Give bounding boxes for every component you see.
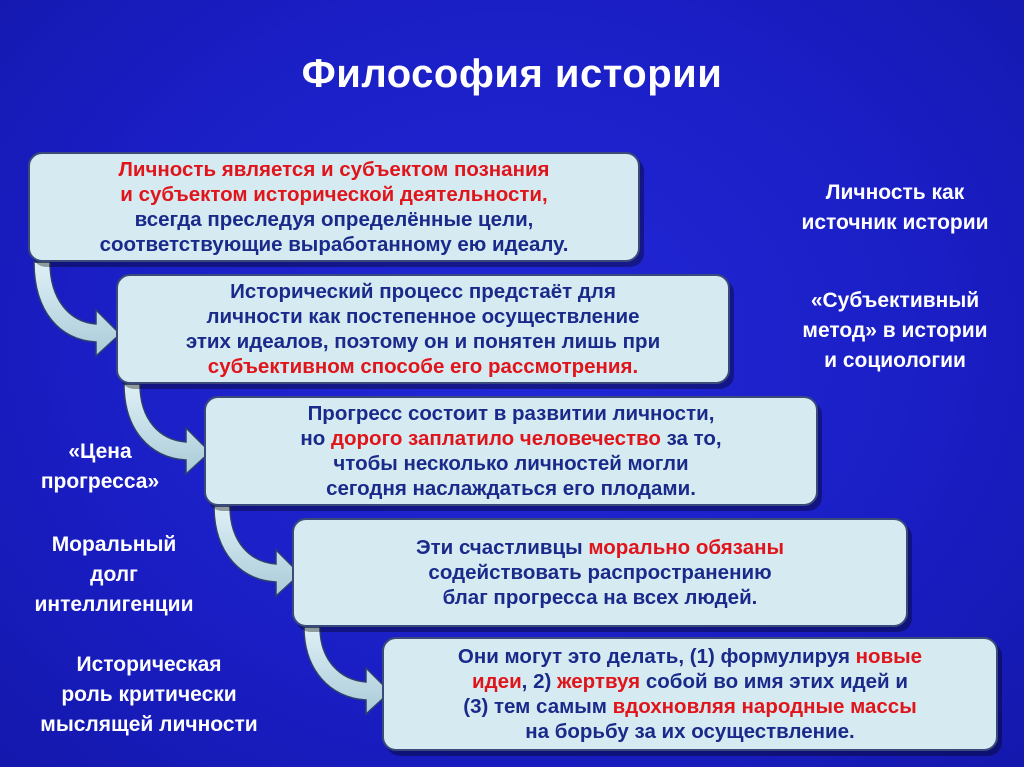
box-text: чтобы несколько личностей могли xyxy=(333,452,689,475)
box-text: , 2) xyxy=(521,670,557,693)
box-text: этих идеалов, поэтому он и понятен лишь при xyxy=(185,330,661,353)
box-text-line xyxy=(384,644,996,669)
side-label-personality-source: Личность как источник истории xyxy=(801,181,989,234)
box-text: всегда преследуя определённые цели, xyxy=(134,208,534,231)
statement-box-moral-duty xyxy=(292,518,908,627)
box-text-line xyxy=(206,401,816,426)
box-text-line xyxy=(118,304,728,329)
box-text-line xyxy=(206,426,816,451)
side-label-price-of-progress: «Цена прогресса» xyxy=(40,440,160,493)
box-text-line xyxy=(206,476,816,501)
box-text: личности как постепенное осуществление xyxy=(206,305,640,328)
box-text: соответствующие выработанному ею идеалу. xyxy=(99,233,569,256)
arrow-icon xyxy=(304,627,390,714)
arrow-icon xyxy=(34,262,120,356)
box-text-line xyxy=(384,719,996,744)
highlighted-text: морально обязаны xyxy=(588,536,784,559)
box-text: на борьбу за их осуществление. xyxy=(525,720,855,743)
box-text: Исторический процесс предстаёт для xyxy=(230,280,616,303)
highlighted-text: жертвуя xyxy=(557,670,641,693)
side-label-moral-duty: Моральный долг интеллигенции xyxy=(34,533,194,616)
box-text-line xyxy=(30,157,638,182)
statement-box-progress xyxy=(204,396,818,506)
box-text: но xyxy=(300,427,331,450)
box-text: Эти счастливцы xyxy=(416,536,589,559)
box-text-line xyxy=(294,560,906,585)
box-text: собой во имя этих идей и xyxy=(640,670,908,693)
box-text-line xyxy=(294,535,906,560)
statement-box-critical-role xyxy=(382,637,998,751)
highlighted-text: идеи xyxy=(472,670,522,693)
box-text-line xyxy=(118,354,728,379)
statement-box-personality xyxy=(28,152,640,262)
box-text-line xyxy=(118,279,728,304)
box-text-line xyxy=(30,207,638,232)
box-text-line xyxy=(30,182,638,207)
highlighted-text: вдохновляя народные массы xyxy=(612,695,917,718)
box-text: сегодня наслаждаться его плодами. xyxy=(326,477,696,500)
box-text: за то, xyxy=(660,427,722,450)
box-text: благ прогресса на всех людей. xyxy=(442,586,758,609)
side-label-subjective-method: «Субъективный метод» в истории и социологии xyxy=(802,289,988,372)
slide-title: Философия истории xyxy=(301,52,723,96)
box-text: содействовать распространению xyxy=(428,561,772,584)
box-text-line xyxy=(118,329,728,354)
box-text-line xyxy=(294,585,906,610)
side-label-critical-role: Историческая роль критически мыслящей личности xyxy=(40,653,258,736)
statement-box-historical-process xyxy=(116,274,730,384)
box-text: Прогресс состоит в развитии личности, xyxy=(307,402,715,425)
box-text: Они могут это делать, (1) формулируя xyxy=(457,645,856,668)
highlighted-text: и субъектом исторической деятельности, xyxy=(120,183,548,206)
box-text-line xyxy=(384,694,996,719)
box-text-line xyxy=(384,669,996,694)
highlighted-text: Личность является и субъектом познания xyxy=(118,158,550,181)
box-text: (3) тем самым xyxy=(463,695,613,718)
arrow-icon xyxy=(214,506,300,596)
highlighted-text: новые xyxy=(855,645,923,668)
highlighted-text: субъективном способе его рассмотрения. xyxy=(207,355,639,378)
highlighted-text: дорого заплатило человечество xyxy=(330,427,661,450)
box-text-line xyxy=(30,232,638,257)
box-text-line xyxy=(206,451,816,476)
